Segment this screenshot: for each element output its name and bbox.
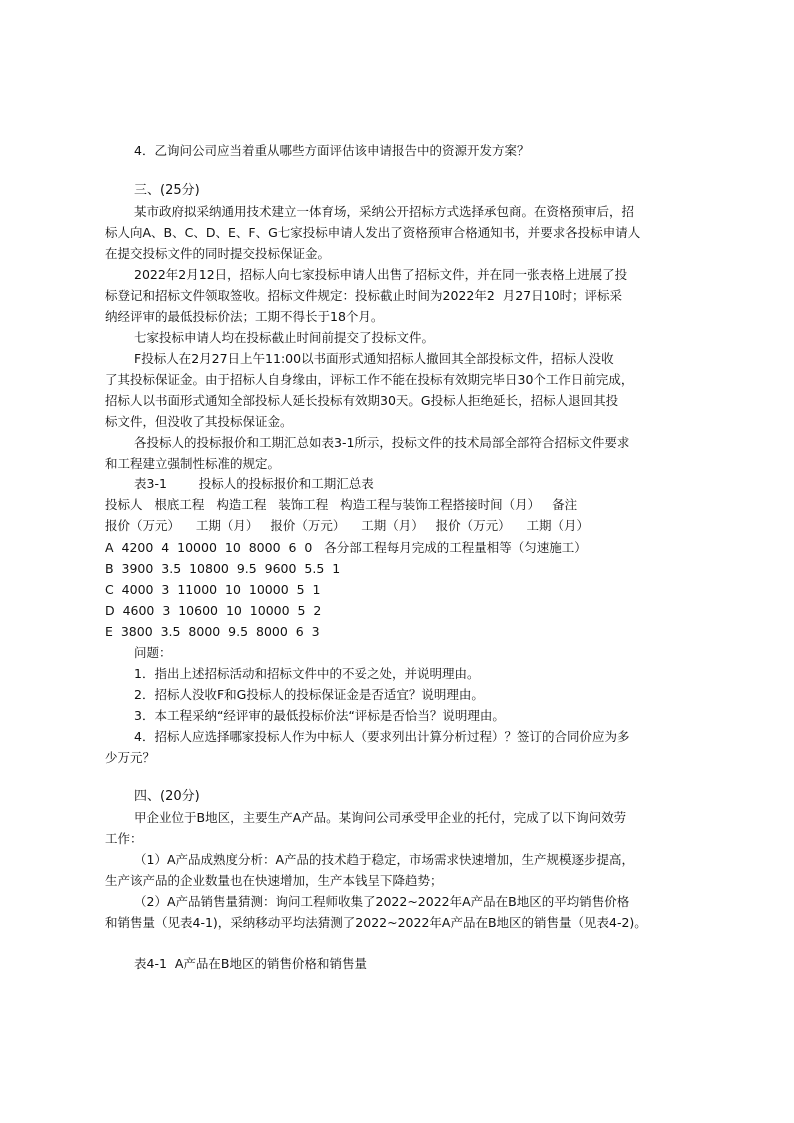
question-4-text: 4．乙询问公司应当着重从哪些方面评估该申请报告中的资源开发方案？: [134, 143, 530, 158]
question-item: 3．本工程采纳“经评审的最低投标价法“评标是否恰当？说明理由。: [134, 708, 505, 723]
paragraph-line: 和销售量（见表4-1)，采纳移动平均法猜测了2022~2022年A产品在B地区的销售量（见表4-2)。: [105, 915, 647, 930]
paragraph-line: 标文件，但没收了其投标保证金。: [105, 414, 293, 429]
paragraph-line: 各投标人的投标报价和工期汇总如表3-1所示，投标文件的技术局部全部符合招标文件要求: [134, 435, 630, 450]
question-item: 4．招标人应选择哪家投标人作为中标人（要求列出计算分析过程）？签订的合同价应为多: [134, 729, 630, 744]
table-row: A 4200 4 10000 10 8000 6 0 各分部工程每月完成的工程量相等（匀速施工）: [105, 540, 587, 555]
paragraph-line: 了其投标保证金。由于招标人自身缘由，评标工作不能在投标有效期完毕日30个工作日前完成，: [105, 372, 634, 387]
paragraph-line: 纳经评审的最低投标价法；工期不得长于18个月。: [105, 309, 384, 324]
question-item-continued: 少万元？: [105, 750, 156, 765]
table-row: D 4600 3 10600 10 10000 5 2: [105, 603, 322, 618]
paragraph-line: 某市政府拟采纳通用技术建立一体育场，采纳公开招标方式选择承包商。在资格预审后，招: [134, 204, 635, 219]
paragraph-line: （1）A产品成熟度分析：A产品的技术趋于稳定，市场需求快速增加，生产规模逐步提高，: [134, 852, 635, 867]
table-3-1-title: 表3-1 投标人的投标报价和工期汇总表: [134, 476, 374, 491]
paragraph-line: （2）A产品销售量猜测：询问工程师收集了2022~2022年A产品在B地区的平均销售价格: [134, 894, 630, 909]
paragraph-line: 工作：: [105, 831, 143, 846]
paragraph-line: 在提交投标文件的同时提交投标保证金。: [105, 246, 331, 261]
paragraph-line: F投标人在2月27日上午11:00以书面形式通知招标人撤回其全部投标文件，招标人没收: [134, 351, 614, 366]
table-row: B 3900 3.5 10800 9.5 9600 5.5 1: [105, 561, 341, 576]
paragraph-line: 2022年2月12日，招标人向七家投标申请人出售了招标文件，并在同一张表格上进展了投: [134, 267, 628, 282]
table-4-1-title: 表4-1 A产品在B地区的销售价格和销售量: [134, 956, 367, 971]
paragraph-line: 生产该产品的企业数量也在快速增加，生产本钱呈下降趋势；: [105, 873, 443, 888]
paragraph-line: 和工程建立强制性标准的规定。: [105, 456, 281, 471]
paragraph-line: 标人向A、B、C、D、E、F、G七家投标申请人发出了资格预审合格通知书，并要求各投标申请人: [105, 225, 641, 240]
paragraph-line: 甲企业位于B地区，主要生产A产品。某询问公司承受甲企业的托付，完成了以下询问效劳: [134, 810, 627, 825]
table-row: E 3800 3.5 8000 9.5 8000 6 3: [105, 624, 320, 639]
table-3-1-header: 投标人 根底工程 构造工程 装饰工程 构造工程与装饰工程搭接时间（月） 备注: [105, 497, 578, 512]
question-item: 2．招标人没收F和G投标人的投标保证金是否适宜？说明理由。: [134, 687, 484, 702]
table-row: C 4000 3 11000 10 10000 5 1: [105, 582, 321, 597]
question-item: 1．指出上述招标活动和招标文件中的不妥之处，并说明理由。: [134, 666, 480, 681]
paragraph-line: 七家投标申请人均在投标截止时间前提交了投标文件。: [134, 330, 435, 345]
table-3-1-subheader: 报价（万元） 工期（月） 报价（万元） 工期（月） 报价（万元） 工期（月）: [105, 518, 590, 533]
paragraph-line: 招标人以书面形式通知全部投标人延长投标有效期30天。G投标人拒绝延长，招标人退回其投: [105, 393, 619, 408]
section-3-heading: 三、(25分): [134, 183, 200, 198]
paragraph-line: 标登记和招标文件领取签收。招标文件规定：投标截止时间为2022年2 月27日10时；评标采: [105, 288, 623, 303]
section-4-heading: 四、(20分): [134, 789, 200, 804]
questions-label: 问题：: [134, 645, 172, 660]
